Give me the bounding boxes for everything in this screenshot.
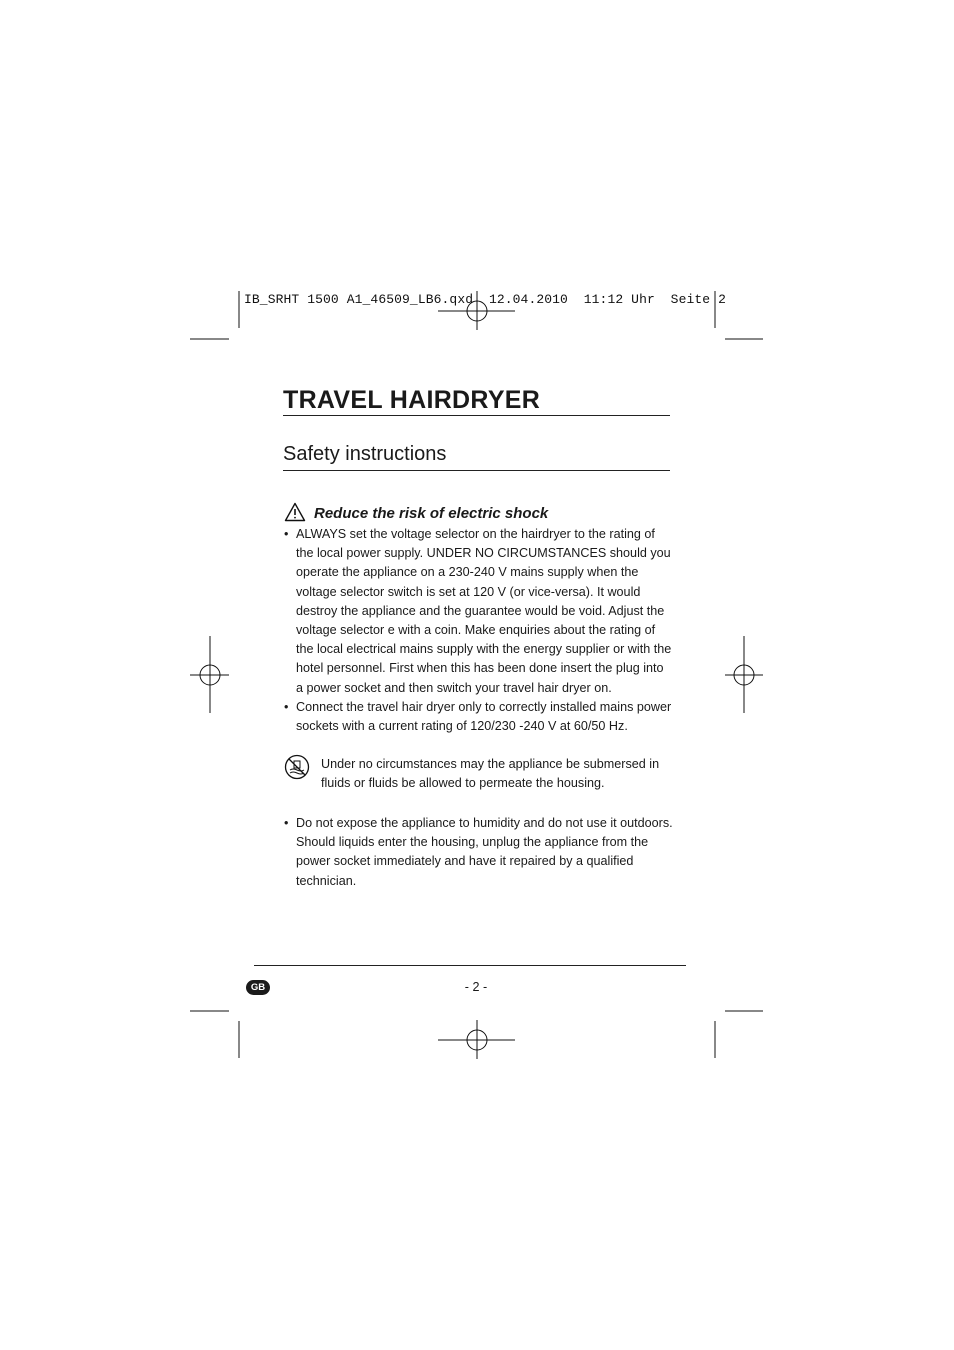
warning-triangle-icon (284, 502, 306, 522)
page-number: - 2 - (464, 980, 488, 994)
list-item: • Do not expose the appliance to humidity and do not use it outdoors. Should liquids enter the housing, unplug the appliance from the power socket immediately and have it repaired by a qualified technician. (284, 814, 674, 891)
section-rule (283, 470, 670, 471)
page-title: TRAVEL HAIRDRYER (283, 386, 541, 414)
section-title: Safety instructions (283, 443, 447, 465)
list-item: • ALWAYS set the voltage selector on the hairdryer to the rating of the local power supply. UNDER NO CIRCUMSTANCES should you operate the appliance on a 230-240 V mains supply when the voltage selector switch is set at 120 V (or vice-versa). It would destroy the appliance and the guarantee would be void. Adjust the voltage selector e with a coin. Make enquiries about the rating of the local electrical mains supply with the energy supplier or with the hotel personnel. First when this has been done insert the plug into a power socket and then switch your travel hair dryer on. (284, 525, 674, 698)
no-submerge-icon (284, 754, 310, 780)
bullet-list-top (284, 525, 674, 736)
print-slug: IB_SRHT 1500 A1_46509_LB6.qxd 12.04.2010 11:12 Uhr Seite 2 (244, 292, 726, 307)
country-badge: GB (246, 980, 270, 995)
warning-heading (284, 500, 548, 524)
note-text: Under no circumstances may the appliance be submersed in fluids or fluids be allowed to permeate the housing. (321, 757, 660, 791)
title-rule (283, 415, 670, 416)
bullet-list-bottom (284, 814, 674, 891)
footer-rule (254, 965, 686, 966)
warning-label: Reduce the risk of electric shock (314, 505, 549, 522)
list-item: • Connect the travel hair dryer only to correctly installed mains power sockets with a current rating of 120/230 -240 V at 60/50 Hz. (284, 698, 674, 736)
